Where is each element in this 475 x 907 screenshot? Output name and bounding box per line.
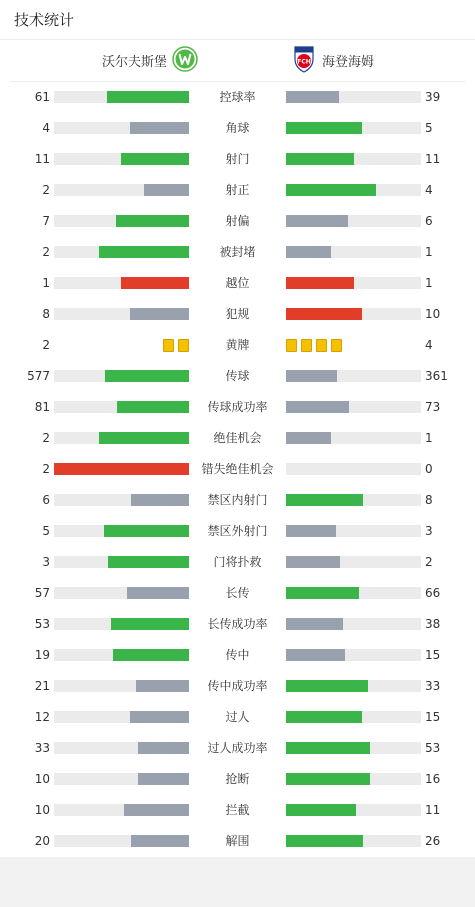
stat-row <box>0 268 475 299</box>
home-stat-bar-track <box>54 618 189 630</box>
away-stat-value: 4 <box>425 183 433 197</box>
stat-row <box>0 733 475 764</box>
home-stat-value: 2 <box>42 462 50 476</box>
stat-label: 控球率 <box>219 90 256 104</box>
home-stat-value: 7 <box>42 214 50 228</box>
away-stat-bar-track <box>286 835 421 847</box>
away-stat-bar-track <box>286 308 421 320</box>
home-team-name: 沃尔夫斯堡 <box>102 55 168 70</box>
away-stat-bar-track <box>286 215 421 227</box>
away-stat-bar-track <box>286 246 421 258</box>
stat-row <box>0 485 475 516</box>
stat-label: 长传成功率 <box>207 617 268 631</box>
stat-label: 绝佳机会 <box>213 431 262 445</box>
away-stat-value: 15 <box>425 648 441 662</box>
away-stat-value: 4 <box>425 338 433 352</box>
stat-row <box>0 609 475 640</box>
home-stat-bar-fill <box>99 246 189 258</box>
away-stat-bar-fill <box>286 91 339 103</box>
away-stat-bar-fill <box>286 711 362 723</box>
home-stat-bar-fill <box>54 463 189 475</box>
away-stat-value: 1 <box>425 276 433 290</box>
stat-label: 射门 <box>225 152 250 166</box>
home-stat-bar-fill <box>130 122 189 134</box>
yellow-card-icon <box>286 339 297 352</box>
away-stat-bar-track <box>286 804 421 816</box>
away-stat-bar-fill <box>286 153 354 165</box>
away-stat-value: 66 <box>425 586 441 600</box>
away-yellow-cards <box>286 339 342 352</box>
home-stat-bar-fill <box>105 370 189 382</box>
away-stat-value: 38 <box>425 617 441 631</box>
home-stat-value: 53 <box>34 617 50 631</box>
stat-label: 长传 <box>225 586 250 600</box>
home-stat-bar-fill <box>117 401 189 413</box>
home-stat-bar-fill <box>130 711 189 723</box>
stat-row <box>0 206 475 237</box>
away-stat-bar-fill <box>286 649 345 661</box>
away-stat-bar-fill <box>286 277 354 289</box>
wolfsburg-logo-icon <box>172 46 198 76</box>
home-stat-value: 33 <box>34 741 50 755</box>
home-stat-bar-track <box>54 308 189 320</box>
stat-row <box>0 361 475 392</box>
home-stat-value: 1 <box>42 276 50 290</box>
stat-label: 抢断 <box>225 772 250 786</box>
stat-label: 禁区内射门 <box>207 493 268 507</box>
home-stat-bar-track <box>54 525 189 537</box>
away-stat-bar-fill <box>286 122 362 134</box>
away-stat-value: 16 <box>425 772 441 786</box>
home-stat-bar-fill <box>131 494 189 506</box>
away-stat-bar-track <box>286 463 421 475</box>
away-stat-bar-fill <box>286 432 331 444</box>
home-stat-bar-track <box>54 649 189 661</box>
stat-label: 射偏 <box>225 214 250 228</box>
away-stat-bar-track <box>286 587 421 599</box>
home-stat-bar-track <box>54 91 189 103</box>
home-stat-value: 3 <box>42 555 50 569</box>
stat-row <box>0 423 475 454</box>
home-stat-bar-track <box>54 246 189 258</box>
home-stat-value: 10 <box>34 803 50 817</box>
yellow-card-icon <box>331 339 342 352</box>
home-stat-value: 57 <box>34 586 50 600</box>
home-stat-bar-track <box>54 494 189 506</box>
home-stat-bar-fill <box>107 91 189 103</box>
stat-row <box>0 547 475 578</box>
yellow-card-icon <box>301 339 312 352</box>
home-stat-bar-track <box>54 556 189 568</box>
home-stat-value: 2 <box>42 338 50 352</box>
home-stat-value: 21 <box>34 679 50 693</box>
home-stat-bar-track <box>54 277 189 289</box>
stat-row <box>0 299 475 330</box>
home-stat-bar-fill <box>138 742 189 754</box>
home-stat-value: 2 <box>42 245 50 259</box>
away-stat-bar-track <box>286 91 421 103</box>
stat-label: 传中成功率 <box>207 679 268 693</box>
away-stat-bar-fill <box>286 401 349 413</box>
home-stat-bar-track <box>54 804 189 816</box>
away-stat-value: 53 <box>425 741 441 755</box>
home-stat-bar-fill <box>124 804 189 816</box>
away-stat-bar-track <box>286 122 421 134</box>
home-stat-value: 10 <box>34 772 50 786</box>
away-stat-value: 1 <box>425 245 433 259</box>
away-stat-value: 11 <box>425 152 441 166</box>
away-stat-bar-fill <box>286 587 359 599</box>
stat-label: 传球 <box>225 369 250 383</box>
away-stat-bar-track <box>286 556 421 568</box>
away-stat-value: 10 <box>425 307 441 321</box>
yellow-card-icon <box>316 339 327 352</box>
home-stat-value: 2 <box>42 183 50 197</box>
stat-label: 黄牌 <box>225 338 250 352</box>
away-stat-value: 2 <box>425 555 433 569</box>
home-stat-bar-track <box>54 463 189 475</box>
stat-row <box>0 144 475 175</box>
away-stat-bar-fill <box>286 215 348 227</box>
away-stat-bar-fill <box>286 556 340 568</box>
stat-row <box>0 640 475 671</box>
home-yellow-cards <box>163 339 189 352</box>
away-stat-value: 15 <box>425 710 441 724</box>
stat-row <box>0 113 475 144</box>
home-stat-value: 4 <box>42 121 50 135</box>
away-stat-value: 39 <box>425 90 441 104</box>
stat-label: 过人成功率 <box>207 741 268 755</box>
home-team[interactable] <box>102 40 198 81</box>
home-stat-bar-fill <box>138 773 189 785</box>
away-stat-bar-track <box>286 370 421 382</box>
away-stat-bar-track <box>286 401 421 413</box>
away-stat-value: 5 <box>425 121 433 135</box>
home-stat-value: 19 <box>34 648 50 662</box>
stat-label: 错失绝佳机会 <box>201 462 274 476</box>
home-stat-bar-fill <box>136 680 189 692</box>
away-stat-bar-track <box>286 525 421 537</box>
away-stat-value: 1 <box>425 431 433 445</box>
stat-row <box>0 237 475 268</box>
away-stat-bar-track <box>286 742 421 754</box>
away-stat-bar-track <box>286 153 421 165</box>
stat-label: 被封堵 <box>219 245 256 259</box>
home-stat-bar-track <box>54 184 189 196</box>
stat-row <box>0 175 475 206</box>
away-stat-value: 361 <box>425 369 448 383</box>
stat-row <box>0 330 475 361</box>
yellow-card-icon <box>163 339 174 352</box>
away-stat-bar-fill <box>286 804 356 816</box>
svg-text:FCH: FCH <box>297 58 311 65</box>
home-stat-value: 11 <box>34 152 50 166</box>
home-stat-bar-fill <box>121 153 189 165</box>
stat-label: 越位 <box>225 276 250 290</box>
heidenheim-logo-icon <box>292 45 316 77</box>
away-stat-bar-fill <box>286 618 343 630</box>
home-stat-value: 20 <box>34 834 50 848</box>
away-stat-bar-track <box>286 680 421 692</box>
home-stat-bar-fill <box>121 277 189 289</box>
stat-row <box>0 795 475 826</box>
away-stat-value: 0 <box>425 462 433 476</box>
stat-row <box>0 82 475 113</box>
teams-header <box>10 40 465 82</box>
home-stat-bar-track <box>54 153 189 165</box>
away-stat-bar-track <box>286 618 421 630</box>
home-stat-bar-fill <box>113 649 189 661</box>
home-stat-bar-track <box>54 742 189 754</box>
home-stat-bar-fill <box>144 184 189 196</box>
stat-row <box>0 516 475 547</box>
stat-label: 过人 <box>225 710 250 724</box>
away-stat-bar-fill <box>286 494 363 506</box>
stat-row <box>0 454 475 485</box>
away-stat-value: 33 <box>425 679 441 693</box>
yellow-card-icon <box>178 339 189 352</box>
stat-label: 犯规 <box>225 307 250 321</box>
stat-label: 禁区外射门 <box>207 524 268 538</box>
away-stat-bar-fill <box>286 308 362 320</box>
away-stat-bar-fill <box>286 680 368 692</box>
away-team-name: 海登海姆 <box>322 55 375 70</box>
stat-label: 传球成功率 <box>207 400 268 414</box>
home-stat-value: 81 <box>34 400 50 414</box>
away-stat-bar-fill <box>286 370 337 382</box>
stat-label: 解围 <box>225 834 250 848</box>
home-stat-bar-fill <box>131 835 189 847</box>
home-stat-value: 6 <box>42 493 50 507</box>
stat-row <box>0 392 475 423</box>
away-stat-value: 8 <box>425 493 433 507</box>
home-stat-bar-track <box>54 401 189 413</box>
home-stat-bar-track <box>54 711 189 723</box>
away-stat-bar-track <box>286 711 421 723</box>
stat-row <box>0 764 475 795</box>
home-stat-bar-fill <box>99 432 189 444</box>
home-stat-bar-track <box>54 122 189 134</box>
home-stat-bar-fill <box>130 308 189 320</box>
home-stat-value: 5 <box>42 524 50 538</box>
page-title: 技术统计 <box>0 0 475 40</box>
stat-label: 射正 <box>225 183 250 197</box>
away-stat-value: 3 <box>425 524 433 538</box>
away-stat-value: 11 <box>425 803 441 817</box>
stat-label: 传中 <box>225 648 250 662</box>
away-stat-value: 73 <box>425 400 441 414</box>
home-stat-value: 61 <box>34 90 50 104</box>
away-stat-value: 6 <box>425 214 433 228</box>
stat-label: 角球 <box>225 121 250 135</box>
home-stat-value: 577 <box>27 369 50 383</box>
away-stat-bar-track <box>286 773 421 785</box>
home-stat-bar-fill <box>104 525 189 537</box>
away-stat-bar-fill <box>286 742 370 754</box>
away-stat-value: 26 <box>425 834 441 848</box>
away-stat-bar-track <box>286 184 421 196</box>
home-stat-value: 2 <box>42 431 50 445</box>
home-stat-bar-fill <box>111 618 189 630</box>
home-stat-bar-fill <box>108 556 189 568</box>
stat-row <box>0 671 475 702</box>
away-stat-bar-fill <box>286 184 376 196</box>
home-stat-bar-track <box>54 370 189 382</box>
away-stat-bar-track <box>286 649 421 661</box>
home-stat-bar-track <box>54 215 189 227</box>
away-stat-bar-fill <box>286 246 331 258</box>
stat-label: 拦截 <box>225 803 250 817</box>
away-stat-bar-track <box>286 277 421 289</box>
stat-row <box>0 578 475 609</box>
stat-label: 门将扑救 <box>213 555 262 569</box>
home-stat-bar-track <box>54 680 189 692</box>
home-stat-bar-fill <box>116 215 189 227</box>
stat-row <box>0 702 475 733</box>
away-stat-bar-track <box>286 494 421 506</box>
home-stat-bar-track <box>54 773 189 785</box>
away-stat-bar-fill <box>286 835 363 847</box>
home-stat-bar-track <box>54 835 189 847</box>
stat-row <box>0 826 475 857</box>
home-stat-bar-track <box>54 432 189 444</box>
away-stat-bar-fill <box>286 525 336 537</box>
stats-list <box>0 82 475 857</box>
away-team[interactable] <box>292 40 374 81</box>
home-stat-value: 8 <box>42 307 50 321</box>
home-stat-bar-fill <box>127 587 189 599</box>
away-stat-bar-track <box>286 432 421 444</box>
home-stat-value: 12 <box>34 710 50 724</box>
home-stat-bar-track <box>54 587 189 599</box>
away-stat-bar-fill <box>286 773 370 785</box>
